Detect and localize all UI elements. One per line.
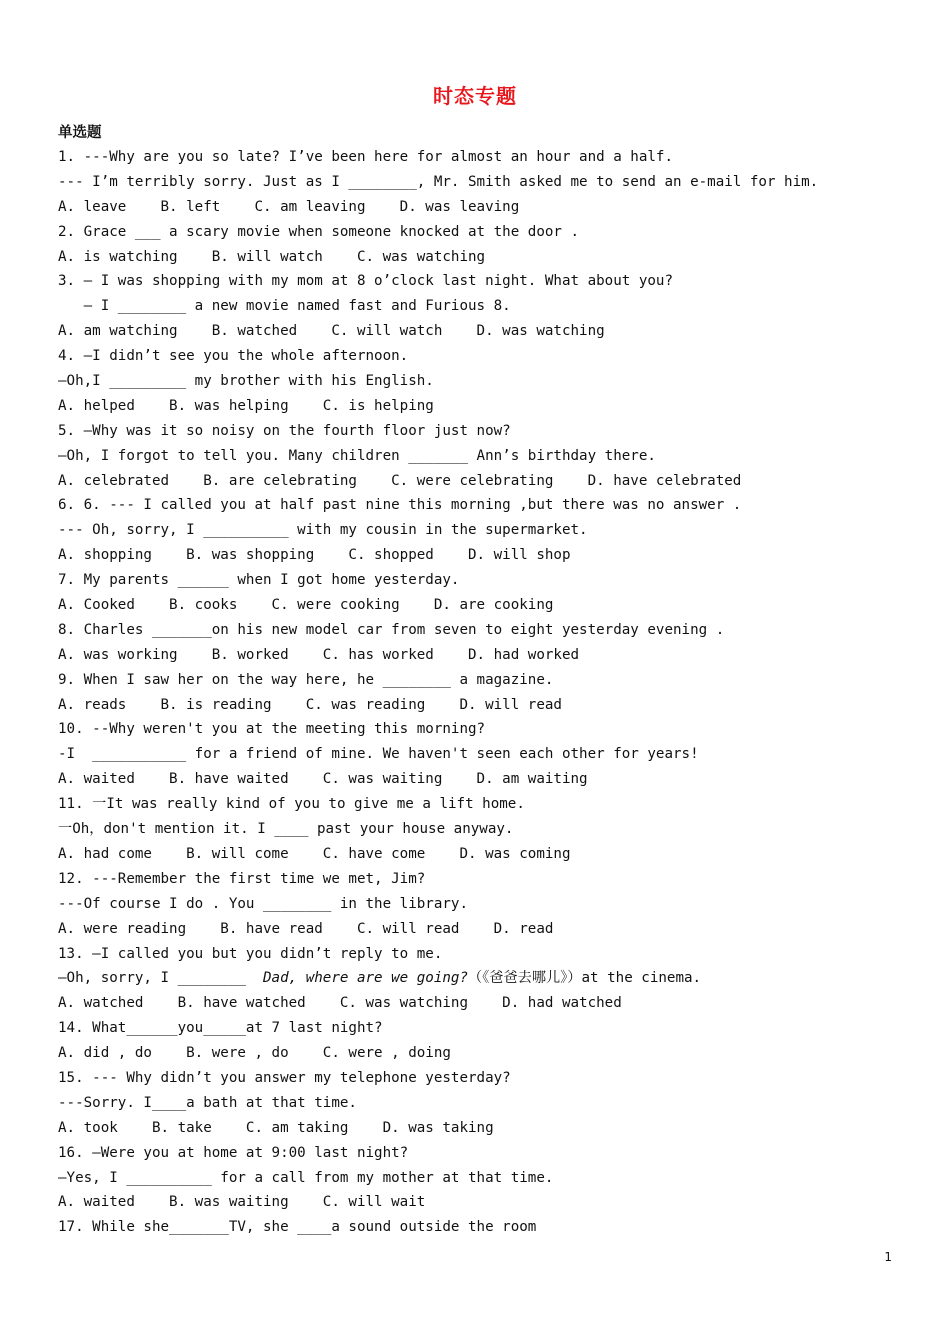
text-line: A. am watching B. watched C. will watch D. was watching: [58, 323, 605, 340]
text-line: A. reads B. is reading C. was reading D. will read: [58, 696, 562, 713]
text-line: A. waited B. have waited C. was waiting D. am waiting: [58, 771, 588, 788]
page-title: 时态专题: [433, 84, 517, 108]
text-line: A. was working B. worked C. has worked D. had worked: [58, 646, 580, 663]
text-line: 3. — I was shopping with my mom at 8 o’clock last night. What about you?: [58, 273, 673, 290]
section-heading: 单选题: [58, 125, 102, 141]
text-line: 7. My parents ______ when I got home yesterday.: [58, 572, 460, 589]
text-line: A. Cooked B. cooks C. were cooking D. are cooking: [58, 597, 554, 614]
text-line: A. leave B. left C. am leaving D. was leaving: [58, 198, 520, 215]
text-line: ---Of course I do . You ________ in the library.: [58, 895, 468, 912]
text-line: 11. 一It was really kind of you to give me a lift home.: [58, 796, 525, 813]
text-line: --- I’m terribly sorry. Just as I ________, Mr. Smith asked me to send an e-mail for him.: [58, 173, 819, 190]
text-line: A. took B. take C. am taking D. was taking: [58, 1119, 494, 1136]
text-line: ---Sorry. I____a bath at that time.: [58, 1094, 357, 1111]
text-line: --- Oh, sorry, I __________ with my cousin in the supermarket.: [58, 522, 588, 539]
text-line: A. watched B. have watched C. was watching D. had watched: [58, 995, 622, 1012]
text-line: —Yes, I __________ for a call from my mother at that time.: [58, 1169, 554, 1186]
line-text: —Oh, sorry, I ________: [58, 970, 263, 987]
text-line: —Oh,I _________ my brother with his English.: [58, 373, 434, 390]
page-number: 1: [884, 1250, 892, 1264]
text-line: A. is watching B. will watch C. was watching: [58, 248, 486, 265]
text-line: 1. ---Why are you so late? I’ve been here for almost an hour and a half.: [58, 149, 673, 165]
text-line: —Oh, I forgot to tell you. Many children _______ Ann’s birthday there.: [58, 447, 656, 464]
text-line: — I ________ a new movie named fast and Furious 8.: [58, 298, 511, 315]
question-list: [58, 145, 928, 1240]
text-line: 9. When I saw her on the way here, he ________ a magazine.: [58, 671, 554, 688]
text-line: A. did , do B. were , do C. were , doing: [58, 1045, 451, 1062]
text-line: -I ___________ for a friend of mine. We haven't seen each other for years!: [58, 746, 699, 763]
text-line: 12. ---Remember the first time we met, Jim?: [58, 870, 426, 887]
text-line: 一Oh，don't mention it. I ____ past your house anyway.: [58, 821, 514, 838]
text-line: A. shopping B. was shopping C. shopped D. will shop: [58, 547, 571, 564]
text-line-mixed: [58, 966, 928, 991]
text-line: 17. While she_______TV, she ____a sound outside the room: [58, 1219, 537, 1236]
text-line: A. helped B. was helping C. is helping: [58, 397, 434, 414]
text-line: 8. Charles _______on his new model car from seven to eight yesterday evening .: [58, 621, 725, 638]
text-line: A. were reading B. have read C. will read D. read: [58, 920, 554, 937]
text-line: 13. —I called you but you didn’t reply to me.: [58, 945, 443, 962]
text-line: A. celebrated B. are celebrating C. were celebrating D. have celebrated: [58, 472, 742, 489]
movie-title-italic: Dad, where are we going?: [263, 970, 468, 987]
text-line: 4. —I didn’t see you the whole afternoon.: [58, 348, 409, 365]
text-line: 10. --Why weren't you at the meeting this morning?: [58, 721, 486, 738]
text-line: 15. --- Why didn’t you answer my telephone yesterday?: [58, 1069, 511, 1086]
text-line: 6. 6. --- I called you at half past nine this morning ,but there was no answer .: [58, 497, 742, 514]
line-tail: （《爸爸去哪儿》）at the cinema.: [468, 970, 702, 987]
text-line: 14. What______you_____at 7 last night?: [58, 1020, 383, 1037]
text-line: 5. —Why was it so noisy on the fourth floor just now?: [58, 422, 511, 439]
text-line: A. had come B. will come C. have come D. was coming: [58, 845, 571, 862]
text-line: A. waited B. was waiting C. will wait: [58, 1194, 426, 1211]
text-line: 2. Grace ___ a scary movie when someone knocked at the door .: [58, 223, 580, 240]
text-line: 16. —Were you at home at 9:00 last night?: [58, 1144, 409, 1161]
